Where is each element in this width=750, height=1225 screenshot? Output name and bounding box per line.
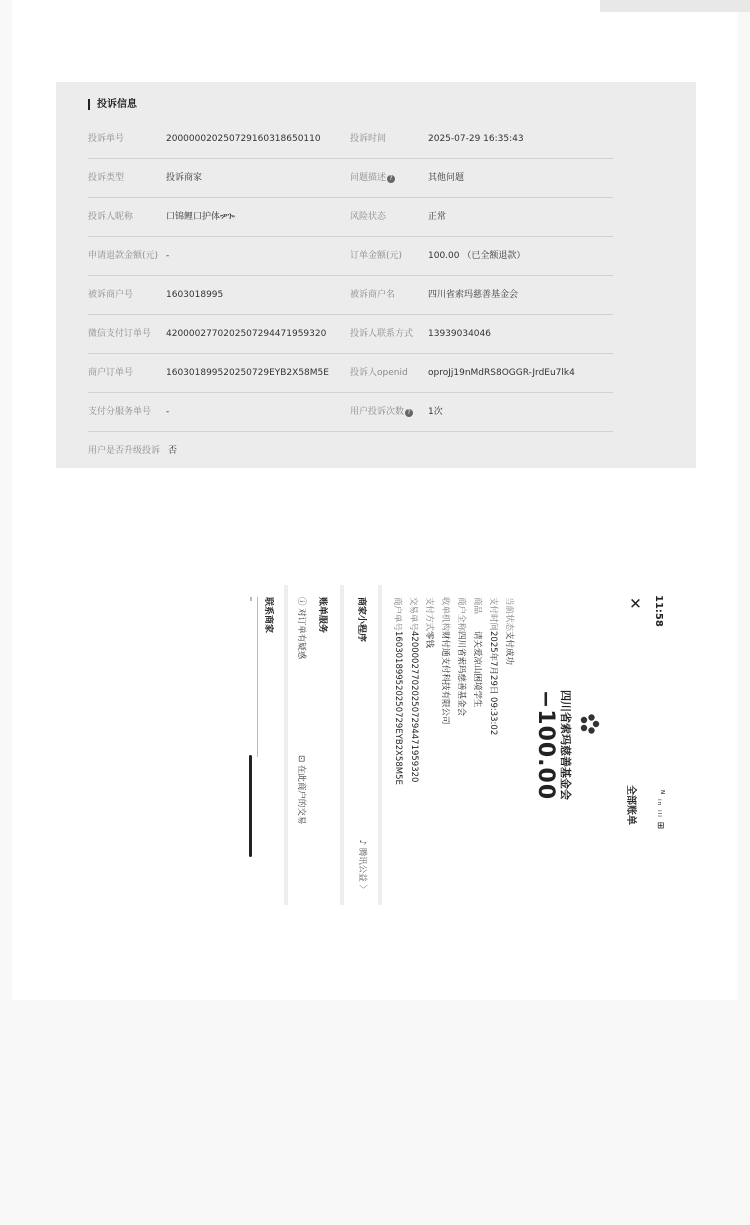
detail-row bbox=[406, 597, 422, 897]
detail-key: 支付方式 bbox=[424, 597, 434, 632]
complaint-row bbox=[88, 237, 613, 276]
field-label: 投诉人openid bbox=[350, 368, 408, 378]
field-value: 13939034046 bbox=[428, 329, 491, 339]
complaint-row bbox=[88, 393, 613, 432]
contact-merchant-button[interactable]: 联系商家 bbox=[263, 597, 273, 634]
merchant-name: 四川省索玛慈善基金会 bbox=[559, 690, 572, 800]
field-value: 4200002770202507294471959320 bbox=[166, 329, 327, 339]
field-value: - bbox=[166, 251, 170, 261]
mini-program-label: 商家小程序 bbox=[356, 597, 366, 643]
detail-row bbox=[422, 597, 438, 897]
flower-logo-icon bbox=[578, 713, 600, 735]
field-value: oproJj19nMdRS8OGGR-JrdEu7lk4 bbox=[428, 368, 575, 378]
field-value: 其他问题 bbox=[428, 173, 465, 183]
field-label: 投诉类型 bbox=[88, 173, 125, 183]
complaint-row bbox=[88, 159, 613, 198]
detail-key: 支付时间 bbox=[488, 597, 498, 632]
detail-key: 交易单号 bbox=[408, 597, 418, 632]
detail-key: 收单机构 bbox=[440, 597, 450, 632]
complaint-row bbox=[88, 354, 613, 393]
field-label: 投诉人联系方式 bbox=[350, 329, 414, 339]
field-value-text: 否 bbox=[168, 446, 178, 456]
detail-key: 商品 bbox=[472, 597, 482, 615]
divider bbox=[284, 585, 288, 905]
field-label bbox=[350, 173, 395, 184]
field-label: 微信支付订单号 bbox=[88, 329, 152, 339]
field-value: - bbox=[166, 407, 170, 417]
field-label: 投诉单号 bbox=[88, 134, 125, 144]
mini-program-row[interactable] bbox=[350, 597, 374, 893]
order-question-button[interactable]: ⓘ 对订单有疑惑 bbox=[296, 597, 306, 660]
field-value: 200000020250729160318650110 bbox=[166, 134, 321, 144]
detail-value: 2025年7月29日 09:33:02 bbox=[488, 631, 498, 736]
field-label: 投诉人昵称 bbox=[88, 212, 134, 222]
amount: −100.00 bbox=[533, 689, 558, 801]
field-label: 商户订单号 bbox=[88, 368, 134, 378]
field-value: 四川省索玛慈善基金会 bbox=[428, 290, 519, 300]
complaint-row bbox=[88, 432, 613, 470]
field-value bbox=[168, 446, 177, 457]
detail-row bbox=[502, 597, 518, 897]
detail-value: 四川省索玛慈善基金会 bbox=[456, 631, 466, 717]
complaint-row bbox=[88, 315, 613, 354]
divider bbox=[340, 585, 344, 905]
complaint-row bbox=[88, 276, 613, 315]
field-value: 100.00 （已全额退款） bbox=[428, 251, 526, 261]
complaint-info-panel bbox=[56, 82, 696, 468]
bill-details bbox=[390, 597, 518, 897]
field-label bbox=[350, 407, 413, 418]
detail-key: 商户全称 bbox=[456, 597, 466, 632]
detail-row bbox=[486, 597, 502, 897]
detail-value: 支付成功 bbox=[504, 631, 514, 666]
detail-row bbox=[438, 597, 454, 897]
field-value: 1次 bbox=[428, 407, 443, 417]
status-bar-icons: ᴺ ᵢₙ ᵢₗₗ ⊞ bbox=[655, 790, 665, 831]
field-value: 投诉商家 bbox=[166, 173, 203, 183]
bill-detail-screen bbox=[52, 585, 672, 905]
help-icon[interactable]: ? bbox=[387, 175, 395, 183]
merchant-trades-button[interactable]: ⊡ 在此商户的交易 bbox=[296, 755, 306, 825]
field-label: 风险状态 bbox=[350, 212, 387, 222]
field-label: 申请退款金额(元) bbox=[88, 251, 159, 261]
detail-key: 商户单号 bbox=[392, 597, 402, 632]
complaint-row bbox=[88, 120, 613, 159]
field-label: 订单金额(元) bbox=[350, 251, 403, 261]
divider bbox=[250, 597, 252, 601]
help-icon[interactable]: ? bbox=[405, 409, 413, 417]
divider bbox=[257, 597, 258, 757]
detail-row bbox=[390, 597, 406, 897]
field-value: 1603018995 bbox=[166, 290, 224, 300]
field-value: 16030189952025072​9EYB2X58M5E bbox=[166, 368, 329, 378]
status-bar-time: 11:58 bbox=[653, 595, 664, 627]
bill-screenshot-wrap bbox=[50, 585, 665, 1225]
field-value: 口锦鲤口护体ዏጐ bbox=[166, 212, 235, 222]
close-icon[interactable]: ✕ bbox=[626, 597, 644, 610]
field-value: 正常 bbox=[428, 212, 447, 222]
detail-value: 4200002770202507294471959320 bbox=[409, 631, 419, 783]
detail-value: 16030189952025072​9EYB2X58M5E bbox=[393, 631, 403, 785]
home-indicator bbox=[249, 755, 252, 857]
field-label: 支付分服务单号 bbox=[88, 407, 152, 417]
field-label: 被诉商户号 bbox=[88, 290, 134, 300]
detail-row bbox=[470, 597, 486, 897]
field-label-text: 问题描述 bbox=[350, 173, 387, 183]
detail-key: 当前状态 bbox=[504, 597, 514, 632]
divider bbox=[378, 585, 382, 905]
complaint-row bbox=[88, 198, 613, 237]
field-label: 用户是否升级投诉 bbox=[88, 446, 161, 456]
detail-value: 财付通支付科技有限公司 bbox=[440, 631, 450, 725]
bill-service-title: 账单服务 bbox=[317, 597, 327, 634]
mini-program-link[interactable]: ♪ 腾讯公益 〉 bbox=[357, 839, 367, 893]
field-label: 投诉时间 bbox=[350, 134, 387, 144]
field-label: 被诉商户名 bbox=[350, 290, 396, 300]
field-value: 2025-07-29 16:35:43 bbox=[428, 134, 524, 144]
detail-row bbox=[454, 597, 470, 897]
section-title: 投诉信息 bbox=[88, 99, 137, 110]
all-bills-link[interactable]: 全部账单 bbox=[625, 785, 636, 825]
field-label-text: 用户投诉次数 bbox=[350, 407, 405, 417]
detail-value: 请关爱凉山困境学生 bbox=[472, 631, 482, 708]
detail-value: 零钱 bbox=[424, 631, 434, 649]
scan-edge bbox=[600, 0, 750, 12]
